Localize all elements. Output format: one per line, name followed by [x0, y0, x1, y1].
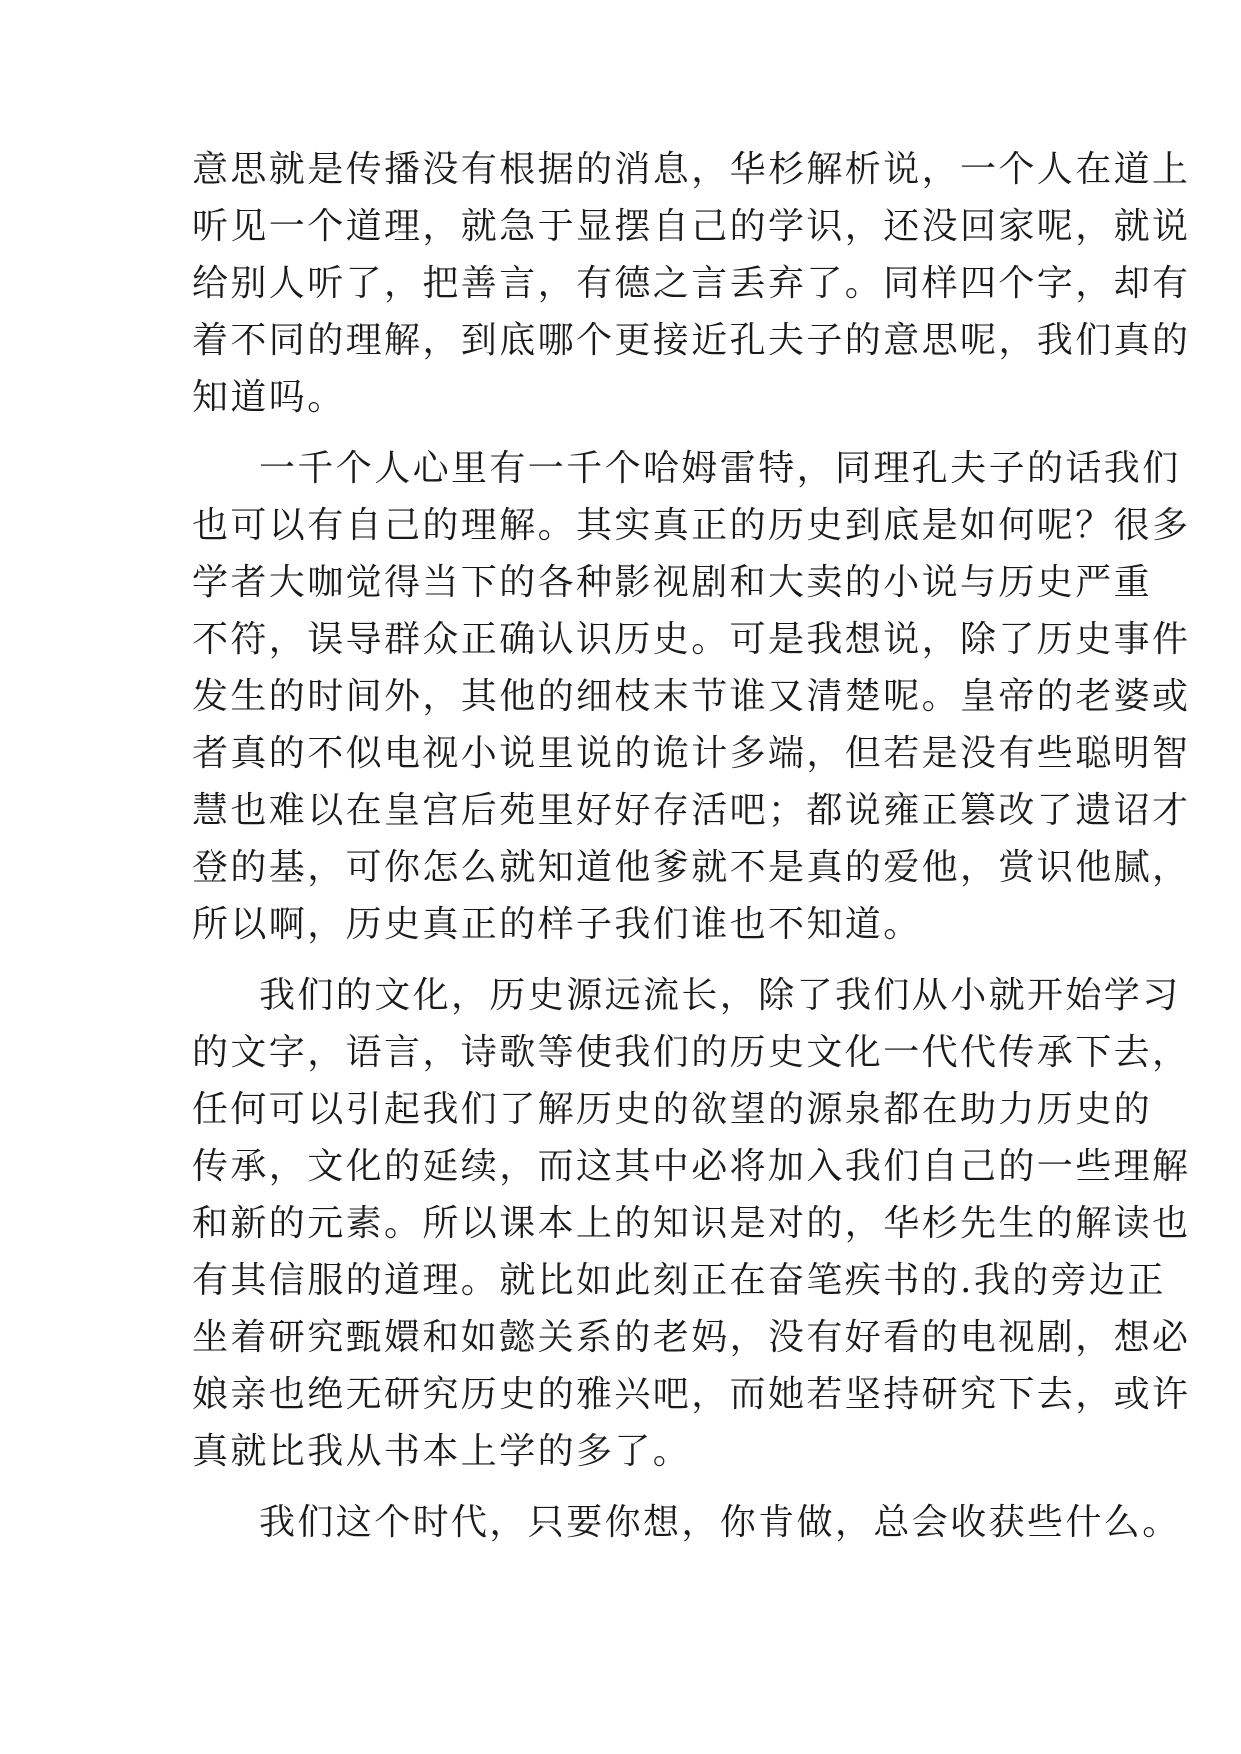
paragraph-line: 慧也难以在皇宫后苑里好好存活吧；都说雍正篡改了遗诏才 — [192, 790, 1191, 831]
paragraph-line: 学者大咖觉得当下的各种影视剧和大卖的小说与历史严重 — [192, 562, 1153, 603]
paragraph-line: 坐着研究甄嬛和如懿关系的老妈，没有好看的电视剧，想必 — [192, 1317, 1191, 1358]
paragraph-line: 和新的元素。所以课本上的知识是对的，华杉先生的解读也 — [192, 1203, 1191, 1244]
paragraph-line: 发生的时间外，其他的细枝末节谁又清楚呢。皇帝的老婆或 — [192, 676, 1191, 717]
paragraph-line: 听见一个道理，就急于显摆自己的学识，还没回家呢，就说 — [192, 206, 1191, 247]
paragraph-line: 登的基，可你怎么就知道他爹就不是真的爱他，赏识他腻， — [192, 847, 1191, 888]
paragraph-line: 意思就是传播没有根据的消息，华杉解析说，一个人在道上 — [192, 149, 1191, 190]
paragraph-line: 有其信服的道理。就比如此刻正在奋笔疾书的.我的旁边正 — [192, 1260, 1166, 1301]
paragraph-line: 者真的不似电视小说里说的诡计多端，但若是没有些聪明智 — [192, 733, 1191, 774]
paragraph-line: 不符，误导群众正确认识历史。可是我想说，除了历史事件 — [192, 619, 1191, 660]
paragraph-line: 我们这个时代，只要你想，你肯做，总会收获些什么。 — [259, 1502, 1181, 1543]
paragraph-line: 也可以有自己的理解。其实真正的历史到底是如何呢？很多 — [192, 505, 1191, 546]
paragraph-line: 传承，文化的延续，而这其中必将加入我们自己的一些理解 — [192, 1146, 1191, 1187]
paragraph-line: 真就比我从书本上学的多了。 — [192, 1431, 692, 1472]
paragraph-line: 所以啊，历史真正的样子我们谁也不知道。 — [192, 904, 922, 945]
paragraph-line: 的文字，语言，诗歌等使我们的历史文化一代代传承下去， — [192, 1032, 1191, 1073]
paragraph-line: 给别人听了，把善言，有德之言丢弃了。同样四个字，却有 — [192, 263, 1191, 304]
paragraph-line: 一千个人心里有一千个哈姆雷特，同理孔夫子的话我们 — [259, 448, 1181, 489]
paragraph-line: 我们的文化，历史源远流长，除了我们从小就开始学习 — [259, 975, 1181, 1016]
paragraph-line: 着不同的理解，到底哪个更接近孔夫子的意思呢，我们真的 — [192, 320, 1191, 361]
paragraph-line: 知道吗。 — [192, 377, 346, 418]
paragraph-line: 任何可以引起我们了解历史的欲望的源泉都在助力历史的 — [192, 1089, 1153, 1130]
paragraph-line: 娘亲也绝无研究历史的雅兴吧，而她若坚持研究下去，或许 — [192, 1374, 1191, 1415]
